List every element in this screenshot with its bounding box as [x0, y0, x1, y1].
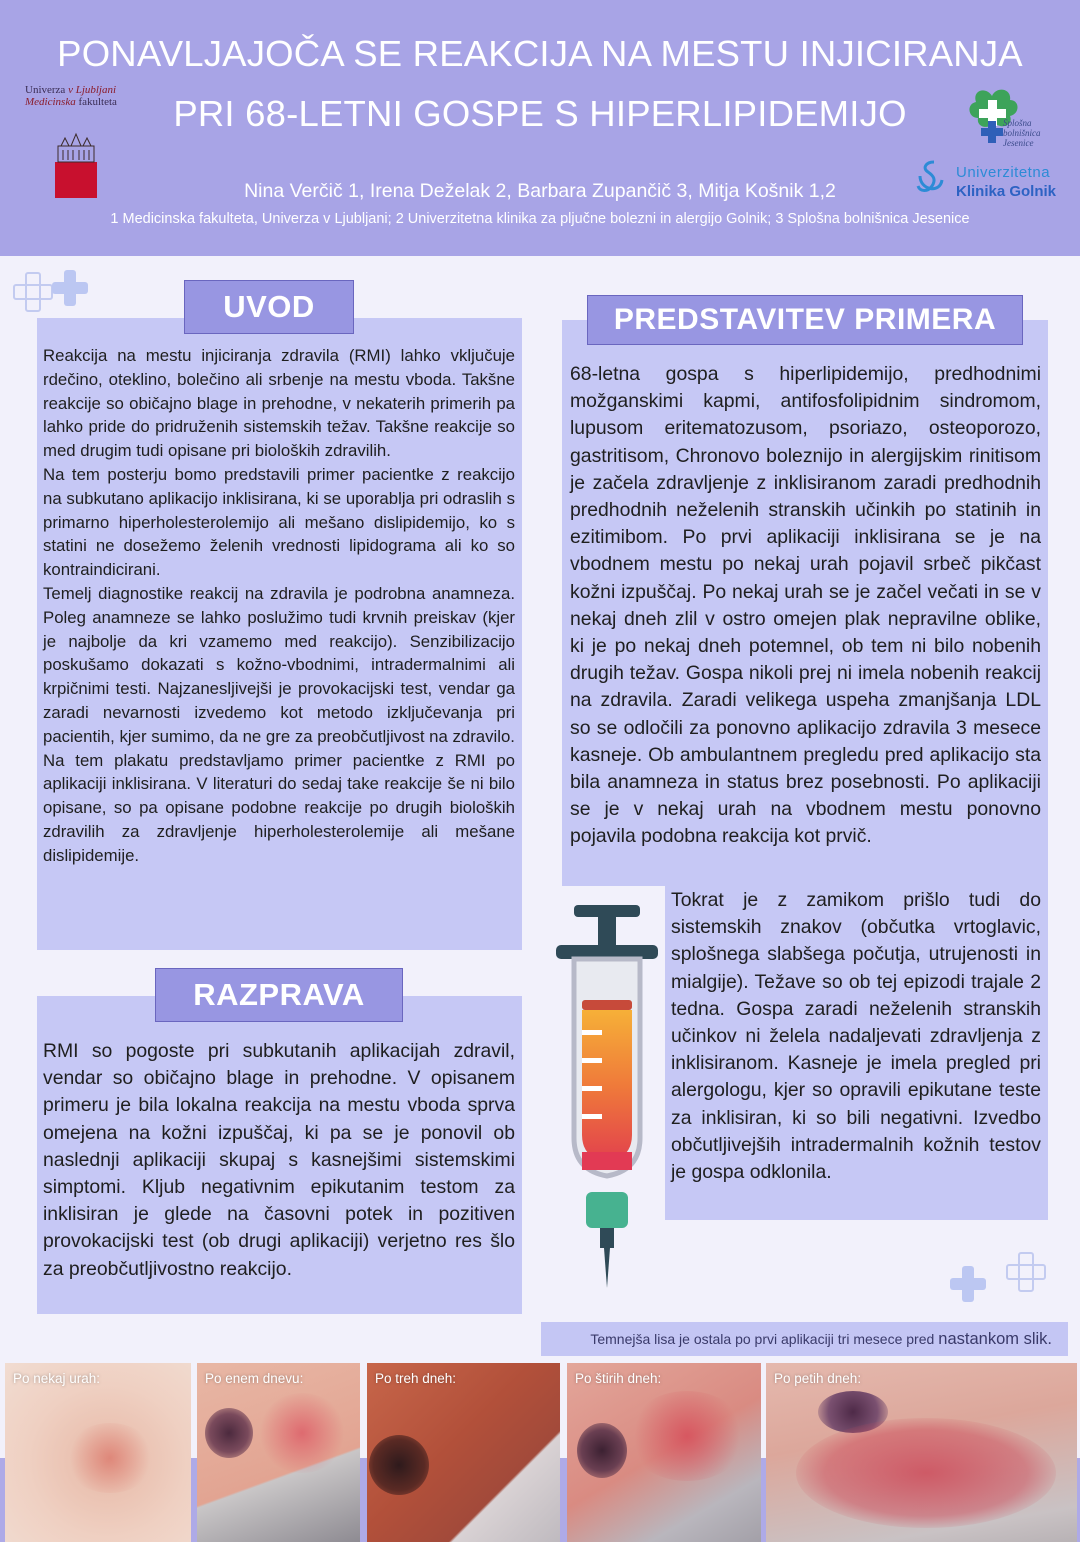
reaction-photo-1 [5, 1363, 191, 1542]
sbj-line-2: bolnišnica [1003, 128, 1041, 138]
dark-patch [577, 1423, 627, 1478]
uvod-paragraph: Na tem plakatu predstavljamo primer pacientke z RMI po aplikaciji inklisirana. V literaturi do sedaj take reakcije še ni bilo opisane, so pa opisane podobne reakcije po drugih bioloških zdravilih za zdravljenje hiperholesterolemije ali mešane dislipidemije. [43, 750, 515, 865]
razprava-panel [37, 996, 522, 1314]
sbj-line-3: Jesenice [1003, 138, 1034, 148]
authors: Nina Verčič 1, Irena Deželak 2, Barbara Zupančič 3, Mitja Košnik 1,2 [244, 180, 836, 202]
title-line-1: PONAVLJAJOČA SE REAKCIJA NA MESTU INJICIRANJA [57, 33, 1023, 74]
dark-patch [205, 1408, 253, 1458]
dark-patch [369, 1435, 429, 1495]
uvod-panel [37, 318, 522, 950]
primer-heading: PREDSTAVITEV PRIMERA [587, 295, 1023, 345]
golnik-logo-icon [916, 158, 946, 198]
cross-icon [950, 1266, 986, 1302]
reaction-photo-5 [766, 1363, 1077, 1542]
photo-label: Po petih dneh: [774, 1371, 862, 1386]
uvod-paragraph: Temelj diagnostike reakcij na zdravila je podrobna anamneza. Poleg anamneze se lahko poslužimo tudi krvnih preiskav (kjer je najbolje da kri vzamemo med reakcijo). Senzibilizacijo poskušamo dokazati s kožno-vbodnimi, intradermalnimi ali krpičnimi testi. Najzanesljivejši je provokacijski test, vendar ga zaradi nevarnosti izvedemo kot metodo izključevanja pri pacientih, kjer sumimo, da ne gre za preobčutljivost na zdravilo. [43, 583, 515, 746]
sbj-line-1: Splošna [1003, 118, 1032, 128]
photo-label: Po štirih dneh: [575, 1371, 662, 1386]
ul-text-2b: fakulteta [75, 96, 117, 108]
rash-area [257, 1393, 347, 1473]
razprava-text: RMI so pogoste pri subkutanih aplikacijah zdravil, vendar so običajno blage in prehodne. V opisanem primeru je bila lokalna reakcija na mestu vboda sprva omejena na kožni izpuščaj, ki pa se je ponovil ob naslednji aplikaciji skupaj s kasnejšimi sistemskimi simptomi. Kljub negativnim epikutanim testom za inklisiran je glede na časovni potek in pozitiven provokacijski test (ob drugi aplikaciji) verjetno res šlo za preobčutljivostno reakcijo. [43, 1040, 515, 1280]
caption-text: Temnejša lisa je ostala po prvi aplikaciji tri mesece pred [590, 1331, 935, 1347]
cross-icon [13, 272, 41, 300]
rash-area [796, 1418, 1056, 1528]
hospital-logo-text [1003, 118, 1063, 148]
cross-icon [1006, 1252, 1056, 1302]
rash-area [65, 1423, 155, 1493]
uvod-paragraph: Reakcija na mestu injiciranja zdravila (RMI) lahko vključuje rdečino, oteklino, bolečino ali srbenje na mestu vboda. Takšne reakcije so običajno blage in prehodne, v nekaterih primerih pa lahko pride do pridruženih sistemskih težav. Takšne reakcije so med drugim tudi opisane pri bioloških zdravilih. [43, 346, 515, 461]
ul-text-1b: v Ljubljani [68, 84, 117, 96]
rash-area [627, 1391, 747, 1481]
ul-text-1a: Univerza [25, 84, 69, 96]
university-logo-text [25, 84, 135, 108]
uvod-paragraph: Na tem posterju bomo predstavili primer pacientke z reakcijo na subkutano aplikacijo inklisirana, ki se uporablja pri odraslih s primarno hiperholesterolemijo ali mešano dislipidemijo, ko s statini ne dosežemo želenih vrednosti lipidograma ali ko so kontraindicirani. [43, 464, 515, 580]
uvod-text [43, 344, 515, 868]
reaction-photo-3 [367, 1363, 560, 1542]
university-crest-icon [55, 132, 97, 198]
affiliations: 1 Medicinska fakulteta, Univerza v Ljubljani; 2 Univerzitetna klinika za pljučne bolezni in alergijo Golnik; 3 Splošna bolnišnica Jesenice [110, 211, 970, 227]
photo-caption [541, 1322, 1068, 1356]
razprava-heading: RAZPRAVA [155, 968, 403, 1022]
photo-label: Po enem dnevu: [205, 1371, 304, 1386]
reaction-photo-2 [197, 1363, 360, 1542]
uvod-heading: UVOD [184, 280, 354, 334]
photo-label: Po treh dneh: [375, 1371, 457, 1386]
reaction-photo-4 [567, 1363, 761, 1542]
poster-title [0, 24, 1080, 144]
title-line-2: PRI 68-LETNI GOSPE S HIPERLIPIDEMIJO [173, 93, 907, 134]
syringe-icon [552, 900, 662, 1290]
cross-icon [52, 270, 88, 306]
primer-text-2: Tokrat je z zamikom prišlo tudi do sistemskih znakov (občutka vrtoglavic, splošnega slabšega počutja, utrujenosti in mialgije). Težave so ob tej epizodi trajale 2 tedna. Gospa zaradi neželenih stranskih učinkov ni želela nadaljevati zdravljenja z inklisiranom. Kasneje je imela pregled pri alergologu, kjer so opravili epikutane teste za inklisiran, ki so bili negativni. Izvedbo občutljivejših intradermalnih kožnih testov je gospa odklonila. [671, 889, 1041, 1184]
ul-text-2a: Medicinska [25, 96, 76, 108]
golnik-text-1: Univerzitetna [956, 164, 1051, 181]
primer-text-1: 68-letna gospa s hiperlipidemijo, predhodnimi možganskimi kapmi, antifosfolipidnim sindromom, lupusom eritematozusom, psoriazo, osteoporozo, gastritisom, Chronovo boleznijo in alergijskim rinitisom je začela zdravljenje z inklisiranom zaradi predhodnih predhodnih neželenih stranskih učinkih po statinih in ezitimibom. Po prvi aplikaciji inklisirana se je na vbodnem mestu po nekaj urah pojavil srbeč pikčast kožni izpuščaj. Po nekaj urah se je začel večati in se v nekaj dneh zlil v ostro omejen plak nepravilne oblike, ki je po nekaj dneh potemnel, ob tem ni bilo nobenih drugih težav. Gospa nikoli prej ni imela nobenih reakcij na zdravila. Zaradi velikega uspeha zmanjšanja LDL so se odločili za ponovno aplikacijo zdravila 3 mesece kasneje. Ob ambulantnem pregledu pred aplikacijo sta bila anamneza in status brez posebnosti. Po aplikaciji se je v nekaj urah na vbodnem mestu ponovno pojavila podobna reakcija kot prvič. [570, 363, 1041, 848]
golnik-text-2: Klinika Golnik [956, 183, 1057, 200]
caption-emphasis: nastankom slik. [938, 1329, 1052, 1348]
photo-label: Po nekaj urah: [13, 1371, 101, 1386]
